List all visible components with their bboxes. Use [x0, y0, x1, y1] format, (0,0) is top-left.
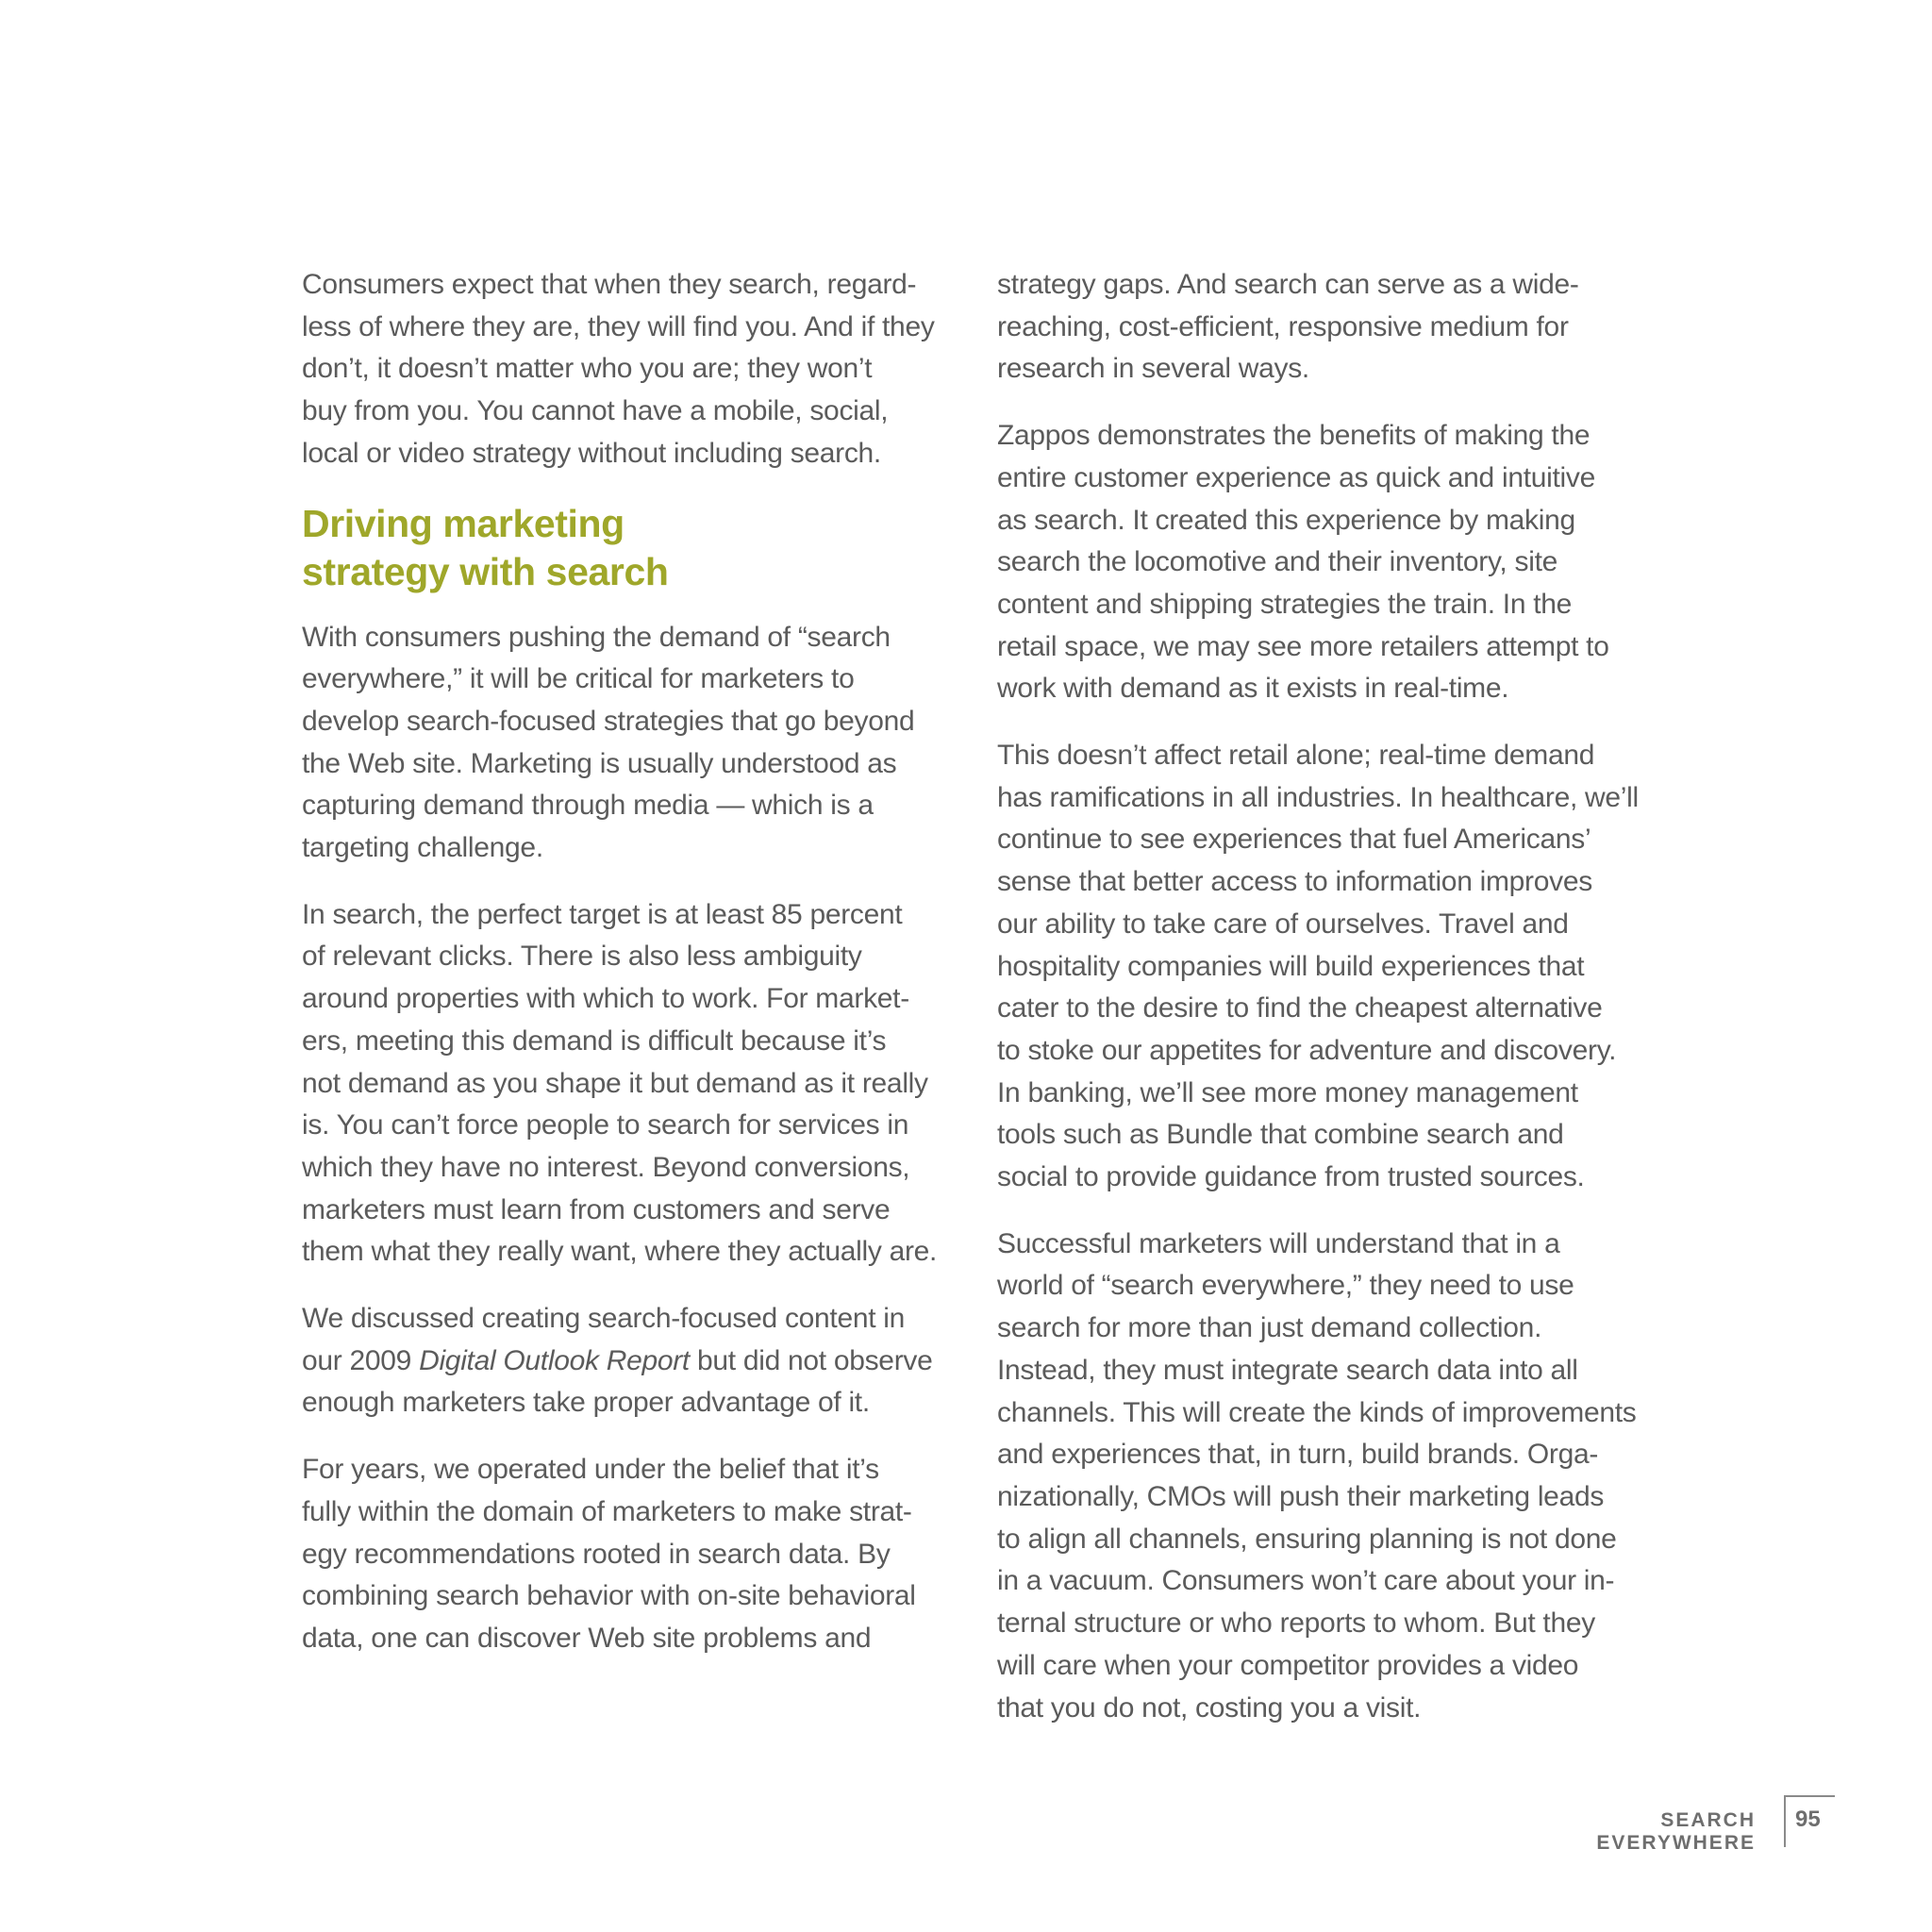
text-line: of relevant clicks. There is also less ambiguity — [302, 941, 862, 973]
text-line: In search, the perfect target is at least 85 percent — [302, 898, 903, 930]
paragraph-consumers-expect — [302, 264, 943, 475]
text-line: buy from you. You cannot have a mobile, social, — [302, 395, 889, 427]
text-line: tools such as Bundle that combine search and — [997, 1119, 1564, 1151]
paragraph-zappos — [997, 415, 1639, 710]
text-line: in a vacuum. Consumers won’t care about your in- — [997, 1565, 1615, 1597]
left-column — [302, 264, 943, 1685]
paragraph-successful-marketers — [997, 1224, 1639, 1729]
text-line: that you do not, costing you a visit. — [997, 1691, 1422, 1724]
text-line: cater to the desire to find the cheapest alternative — [997, 992, 1603, 1024]
text-line: Successful marketers will understand that in a — [997, 1227, 1560, 1259]
text-line: entire customer experience as quick and intuitive — [997, 461, 1595, 493]
paragraph-strategy-gaps — [997, 264, 1639, 391]
text-line: world of “search everywhere,” they need to use — [997, 1270, 1574, 1302]
section-heading — [302, 500, 943, 596]
text-line: as search. It created this experience by making — [997, 504, 1575, 536]
text-line — [302, 1341, 943, 1383]
heading-line: Driving marketing — [302, 501, 625, 545]
text-line: our ability to take care of ourselves. Travel and — [997, 908, 1569, 940]
text-line: retail space, we may see more retailers attempt to — [997, 630, 1609, 662]
text-line: sense that better access to information improves — [997, 866, 1592, 898]
paragraph-perfect-target — [302, 894, 943, 1274]
text-line: channels. This will create the kinds of improvements — [997, 1396, 1637, 1428]
text-line: everywhere,” it will be critical for marketers to — [302, 663, 855, 695]
text-line: fully within the domain of marketers to make strat- — [302, 1495, 912, 1527]
text-line: around properties with which to work. For market- — [302, 983, 909, 1015]
text-line: Consumers expect that when they search, regard- — [302, 269, 917, 300]
text-line: Zappos demonstrates the benefits of making the — [997, 420, 1591, 452]
text-line: and experiences that, in turn, build brands. Orga- — [997, 1439, 1599, 1471]
text-line: ers, meeting this demand is difficult because it’s — [302, 1024, 887, 1057]
right-column — [997, 264, 1639, 1754]
text-line: egy recommendations rooted in search data. By — [302, 1538, 891, 1570]
text-line: which they have no interest. Beyond conversions, — [302, 1151, 910, 1183]
text-line: With consumers pushing the demand of “search — [302, 621, 891, 653]
text-line: capturing demand through media — which is a — [302, 790, 874, 822]
report-title-italic: Digital Outlook Report — [419, 1344, 690, 1376]
text-line: hospitality companies will build experiences that — [997, 950, 1585, 982]
text-line: content and shipping strategies the train. In the — [997, 588, 1573, 620]
text-line: don’t, it doesn’t matter who you are; they won’t — [302, 353, 873, 385]
text-line: not demand as you shape it but demand as it really — [302, 1067, 928, 1099]
text-line: continue to see experiences that fuel Americans’ — [997, 824, 1591, 856]
footer-rule — [1784, 1795, 1835, 1797]
text-line: them what they really want, where they actually are. — [302, 1236, 938, 1268]
running-footer-section-label: SEARCH EVERYWHERE — [1596, 1809, 1756, 1854]
text-line: develop search-focused strategies that go beyond — [302, 705, 915, 737]
text-line: Instead, they must integrate search data into all — [997, 1354, 1578, 1386]
text-line: research in several ways. — [997, 353, 1309, 385]
text-line: work with demand as it exists in real-time. — [997, 673, 1509, 705]
text-line: This doesn’t affect retail alone; real-time demand — [997, 740, 1595, 772]
text-line: to align all channels, ensuring planning is not done — [997, 1523, 1617, 1555]
text-line: We discussed creating search-focused content in — [302, 1303, 906, 1335]
heading-line: strategy with search — [302, 549, 669, 593]
text-line: search the locomotive and their inventory, site — [997, 546, 1557, 578]
paragraph-real-time-demand — [997, 735, 1639, 1199]
text-line: In banking, we’ll see more money management — [997, 1076, 1578, 1108]
text-line: strategy gaps. And search can serve as a wide- — [997, 269, 1579, 300]
page-number: 95 — [1795, 1807, 1821, 1832]
text-line: local or video strategy without including search. — [302, 437, 881, 469]
text-line: will care when your competitor provides a video — [997, 1649, 1579, 1681]
text-line: to stoke our appetites for adventure and discovery. — [997, 1034, 1617, 1066]
text-line: data, one can discover Web site problems and — [302, 1622, 872, 1654]
text-line: has ramifications in all industries. In healthcare, we’ll — [997, 781, 1639, 813]
text-run: our 2009 — [302, 1344, 420, 1376]
text-line: combining search behavior with on-site behavioral — [302, 1580, 916, 1612]
text-line: For years, we operated under the belief that it’s — [302, 1454, 879, 1486]
text-line: marketers must learn from customers and serve — [302, 1193, 891, 1225]
paragraph-digital-outlook — [302, 1298, 943, 1424]
text-line: social to provide guidance from trusted sources. — [997, 1161, 1585, 1193]
paragraph-for-years — [302, 1449, 943, 1660]
text-line: ternal structure or who reports to whom. But they — [997, 1607, 1595, 1640]
paragraph-search-everywhere — [302, 617, 943, 870]
text-line: is. You can’t force people to search for services in — [302, 1109, 909, 1141]
footer-divider — [1784, 1795, 1786, 1847]
text-line: reaching, cost-efficient, responsive medium for — [997, 310, 1569, 342]
text-line: the Web site. Marketing is usually understood as — [302, 747, 897, 779]
text-line: nizationally, CMOs will push their marketing leads — [997, 1480, 1605, 1512]
text-line: enough marketers take proper advantage of it. — [302, 1387, 870, 1419]
text-line: less of where they are, they will find you. And if they — [302, 310, 935, 342]
text-line: targeting challenge. — [302, 832, 543, 864]
text-run: but did not observe — [689, 1344, 933, 1376]
text-line: search for more than just demand collection. — [997, 1312, 1542, 1344]
